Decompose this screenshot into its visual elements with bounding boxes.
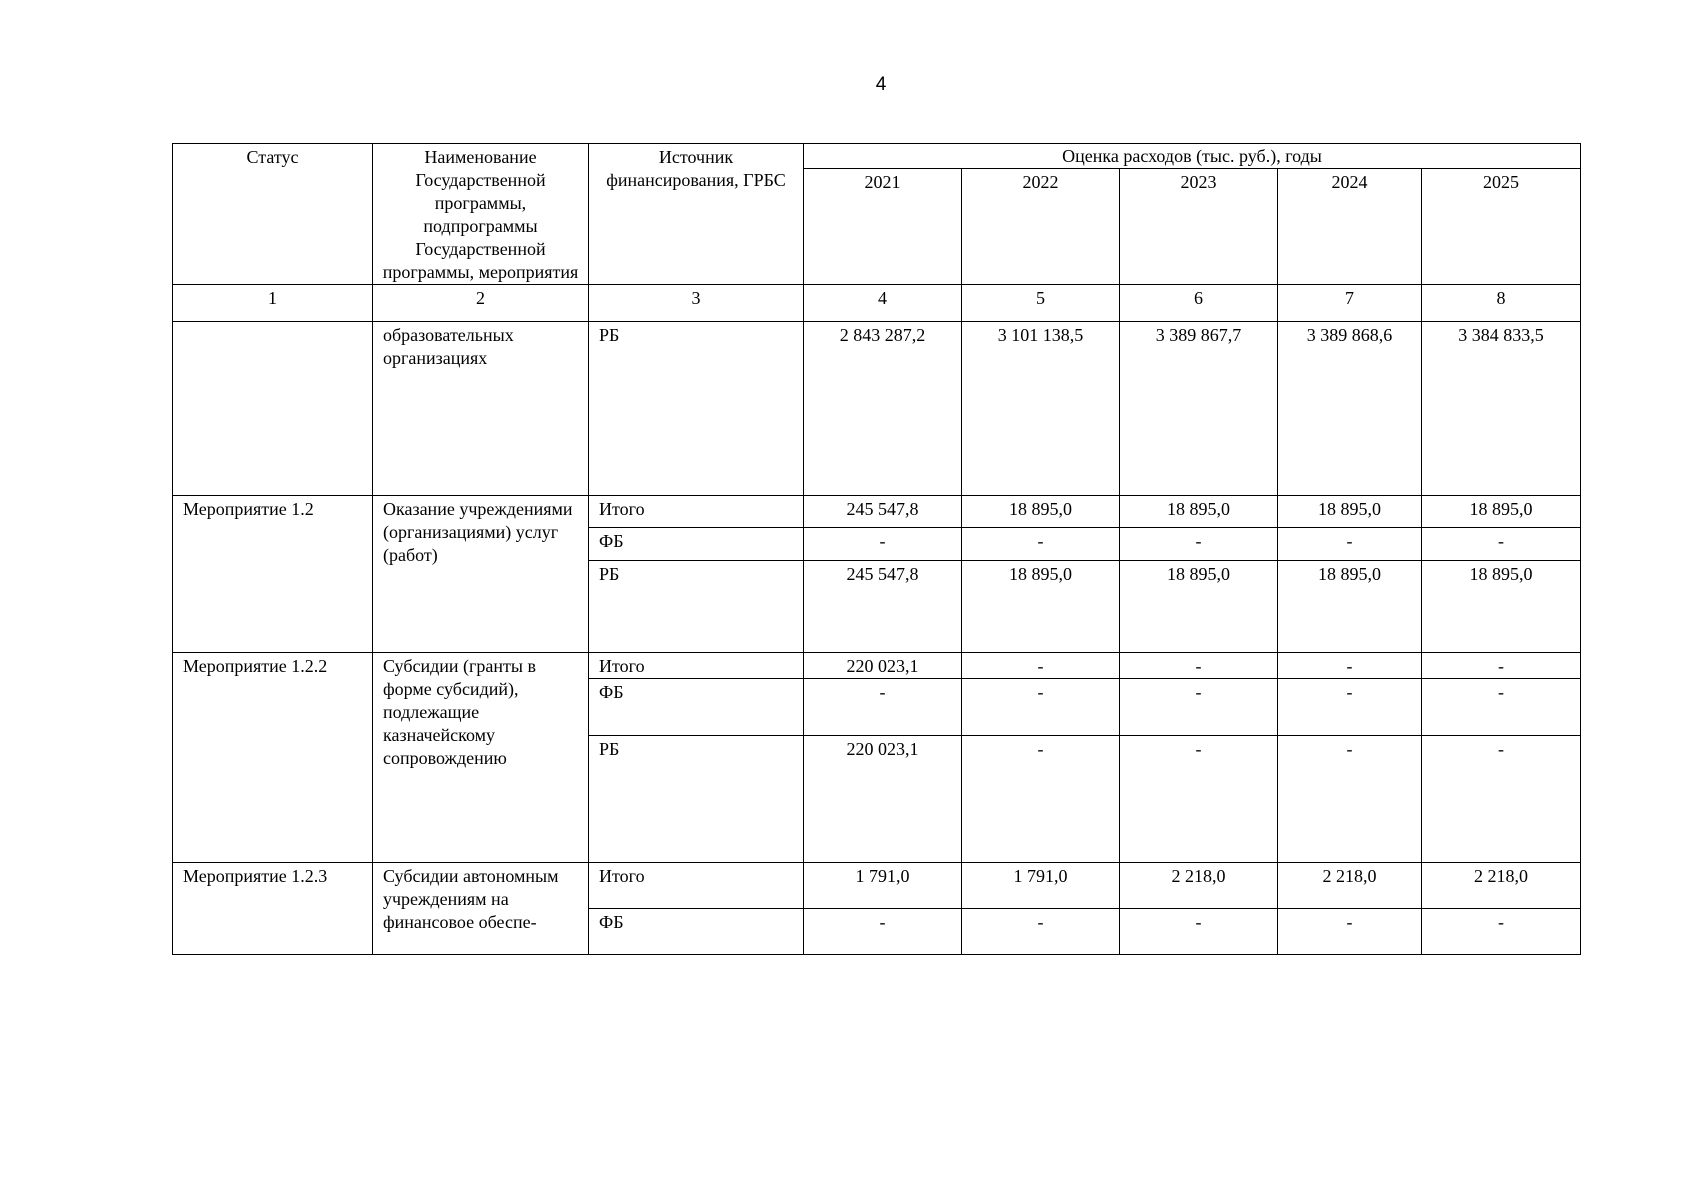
index-cell: 5 (962, 285, 1120, 322)
header-year: 2024 (1278, 169, 1422, 285)
value-cell: 3 389 868,6 (1278, 322, 1422, 496)
value-cell: 18 895,0 (1422, 496, 1581, 528)
value-cell: - (1120, 736, 1278, 863)
value-cell: 18 895,0 (962, 561, 1120, 653)
value-cell: 18 895,0 (962, 496, 1120, 528)
status-cell: Мероприятие 1.2.3 (173, 863, 373, 955)
header-year: 2021 (804, 169, 962, 285)
value-cell: 220 023,1 (804, 736, 962, 863)
value-cell: - (962, 653, 1120, 679)
index-cell: 4 (804, 285, 962, 322)
value-cell: - (962, 528, 1120, 561)
value-cell: - (962, 909, 1120, 955)
budget-table (172, 143, 1581, 955)
value-cell: 2 843 287,2 (804, 322, 962, 496)
source-cell: РБ (589, 736, 804, 863)
value-cell: - (1278, 736, 1422, 863)
value-cell: 3 389 867,7 (1120, 322, 1278, 496)
value-cell: - (1120, 909, 1278, 955)
index-row (173, 285, 1581, 322)
header-year: 2025 (1422, 169, 1581, 285)
value-cell: 1 791,0 (962, 863, 1120, 909)
value-cell: - (1278, 653, 1422, 679)
source-cell: РБ (589, 561, 804, 653)
value-cell: - (1120, 679, 1278, 736)
table-group (173, 653, 1581, 863)
table-row (173, 863, 1581, 909)
value-cell: - (1422, 736, 1581, 863)
table-row (173, 496, 1581, 528)
table-group (173, 322, 1581, 496)
name-cell: Субсидии (гранты в форме субсидий), подлежащие казначейскому сопровождению (373, 653, 589, 863)
table-row (173, 322, 1581, 496)
value-cell: 2 218,0 (1120, 863, 1278, 909)
value-cell: - (1422, 653, 1581, 679)
value-cell: - (804, 679, 962, 736)
status-cell: Мероприятие 1.2.2 (173, 653, 373, 863)
source-cell: ФБ (589, 679, 804, 736)
value-cell: - (962, 736, 1120, 863)
value-cell: 18 895,0 (1120, 561, 1278, 653)
header-estimate: Оценка расходов (тыс. руб.), годы (804, 144, 1581, 169)
source-cell: ФБ (589, 909, 804, 955)
value-cell: - (1422, 528, 1581, 561)
value-cell: - (962, 679, 1120, 736)
index-cell: 3 (589, 285, 804, 322)
header-year: 2023 (1120, 169, 1278, 285)
value-cell: - (1422, 679, 1581, 736)
page-number: 4 (875, 74, 887, 95)
table-group (173, 863, 1581, 955)
value-cell: - (1278, 909, 1422, 955)
value-cell: 3 101 138,5 (962, 322, 1120, 496)
source-cell: ФБ (589, 528, 804, 561)
value-cell: - (1120, 528, 1278, 561)
header-source: Источник финансирования, ГРБС (589, 144, 804, 285)
value-cell: 3 384 833,5 (1422, 322, 1581, 496)
name-cell: образовательных организациях (373, 322, 589, 496)
table-row (173, 653, 1581, 679)
value-cell: 18 895,0 (1120, 496, 1278, 528)
value-cell: 220 023,1 (804, 653, 962, 679)
value-cell: - (1422, 909, 1581, 955)
value-cell: 1 791,0 (804, 863, 962, 909)
value-cell: 2 218,0 (1422, 863, 1581, 909)
name-cell: Субсидии автономным учреждениям на финансовое обеспе- (373, 863, 589, 955)
value-cell: 18 895,0 (1278, 561, 1422, 653)
source-cell: Итого (589, 653, 804, 679)
value-cell: 245 547,8 (804, 496, 962, 528)
value-cell: - (1278, 528, 1422, 561)
source-cell: РБ (589, 322, 804, 496)
value-cell: - (1278, 679, 1422, 736)
header-year: 2022 (962, 169, 1120, 285)
index-cell: 1 (173, 285, 373, 322)
index-cell: 2 (373, 285, 589, 322)
index-cell: 8 (1422, 285, 1581, 322)
header-status: Статус (173, 144, 373, 285)
source-cell: Итого (589, 863, 804, 909)
value-cell: 245 547,8 (804, 561, 962, 653)
value-cell: - (804, 909, 962, 955)
value-cell: - (1120, 653, 1278, 679)
name-cell: Оказание учреждениями (организациями) услуг (работ) (373, 496, 589, 653)
value-cell: 2 218,0 (1278, 863, 1422, 909)
value-cell: 18 895,0 (1422, 561, 1581, 653)
table-group (173, 496, 1581, 653)
index-cell: 7 (1278, 285, 1422, 322)
header-name: Наименование Государственной программы, подпрограммы Государственной программы, мероприятия (373, 144, 589, 285)
status-cell (173, 322, 373, 496)
table-header (173, 144, 1581, 322)
source-cell: Итого (589, 496, 804, 528)
index-cell: 6 (1120, 285, 1278, 322)
value-cell: - (804, 528, 962, 561)
status-cell: Мероприятие 1.2 (173, 496, 373, 653)
value-cell: 18 895,0 (1278, 496, 1422, 528)
